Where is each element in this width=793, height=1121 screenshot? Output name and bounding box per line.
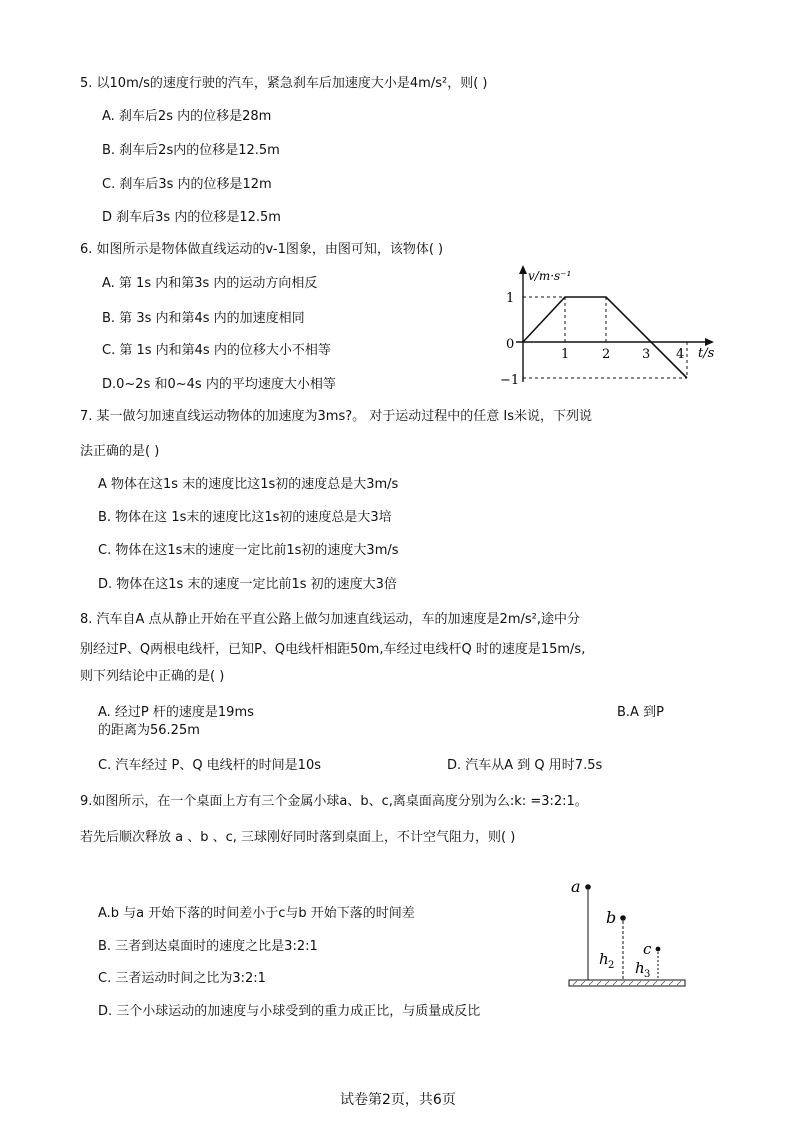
q7-stem-line2: 法正确的是( ) bbox=[80, 444, 160, 459]
q8-stem-line1: 8. 汽车自A 点从静止开始在平直公路上做匀加速直线运动，车的加速度是2m/s²,途中分 bbox=[80, 612, 580, 627]
q7-stem-line1: 7. 某一做匀加速直线运动物体的加速度为3ms?。 对于运动过程中的任意 Is米说，下列说 bbox=[80, 409, 593, 424]
q9-stem-line2: 若先后顺次释放 a 、b 、c, 三球刚好同时落到桌面上，不计空气阻力，则( ) bbox=[80, 830, 516, 845]
q8-option-a: A. 经过P 杆的速度是19ms bbox=[98, 705, 254, 720]
q6-graph-xtick-2: 2 bbox=[602, 347, 611, 362]
q6-graph-ytick-0: 0 bbox=[506, 337, 515, 352]
q9-option-c: C. 三者运动时间之比为3:2:1 bbox=[98, 971, 266, 986]
q7-option-d: D. 物体在这1s 末的速度一定比前1s 初的速度大3倍 bbox=[98, 577, 397, 592]
q8-option-d: D. 汽车从A 到 Q 用时7.5s bbox=[447, 758, 603, 773]
q9-option-b: B. 三者到达桌面时的速度之比是3:2:1 bbox=[98, 939, 318, 954]
q5-option-c: C. 刹车后3s 内的位移是12m bbox=[102, 177, 272, 192]
q9-option-d: D. 三个小球运动的加速度与小球受到的重力成正比，与质量成反比 bbox=[98, 1004, 481, 1019]
q5-stem: 5. 以10m/s的速度行驶的汽车，紧急刹车后加速度大小是4m/s²，则( ) bbox=[80, 76, 488, 91]
q5-option-d: D 刹车后3s 内的位移是12.5m bbox=[102, 210, 281, 225]
q6-vt-graph bbox=[490, 262, 735, 390]
q9-label-h2-sub: 2 bbox=[608, 960, 615, 971]
q6-option-c: C. 第 1s 内和第4s 内的位移大小不相等 bbox=[102, 343, 331, 358]
q6-graph-ytick-1: 1 bbox=[506, 291, 515, 306]
q9-label-a: a bbox=[571, 877, 581, 896]
q8-option-c: C. 汽车经过 P、Q 电线杆的时间是10s bbox=[98, 758, 321, 773]
q9-label-h3-sub: 3 bbox=[644, 969, 651, 980]
q8-option-b-part1: B.A 到P bbox=[617, 705, 664, 720]
q9-label-c: c bbox=[643, 940, 652, 958]
q8-stem-line3: 则下列结论中正确的是( ) bbox=[80, 669, 225, 684]
q9-option-a: A.b 与a 开始下落的时间差小于c与b 开始下落的时间差 bbox=[98, 906, 415, 921]
q6-graph-xtick-4: 4 bbox=[676, 347, 685, 362]
q9-label-h2: h bbox=[599, 950, 609, 968]
q9-stem-line1: 9.如图所示，在一个桌面上方有三个金属小球a、b、c,离桌面高度分别为么:k: =3:2:1。 bbox=[80, 794, 588, 809]
q6-option-a: A. 第 1s 内和第3s 内的运动方向相反 bbox=[102, 276, 318, 291]
q6-graph-xtick-3: 3 bbox=[642, 347, 651, 362]
q6-graph-ytick-neg1: −1 bbox=[500, 373, 520, 388]
q6-graph-xlabel: t/s bbox=[698, 346, 715, 361]
q8-option-b-part2: 的距离为56.25m bbox=[98, 723, 200, 738]
q9-label-b: b bbox=[606, 908, 617, 927]
q6-graph-ylabel: v/m·s⁻¹ bbox=[528, 269, 572, 283]
q7-option-b: B. 物体在这 1s末的速度比这1s初的速度总是大3培 bbox=[98, 510, 392, 525]
q5-option-a: A. 刹车后2s 内的位移是28m bbox=[102, 109, 272, 124]
page-footer: 试卷第2页，共6页 bbox=[340, 1092, 456, 1108]
q9-balls-figure bbox=[565, 872, 690, 992]
q6-graph-xtick-1: 1 bbox=[561, 347, 570, 362]
q8-stem-line2: 别经过P、Q两根电线杆，已知P、Q电线杆相距50m,车经过电线杆Q 时的速度是15m/s, bbox=[80, 642, 586, 657]
q9-label-h3: h bbox=[635, 959, 645, 977]
q7-option-a: A 物体在这1s 末的速度比这1s初的速度总是大3m/s bbox=[98, 477, 399, 492]
q6-option-b: B. 第 3s 内和第4s 内的加速度相同 bbox=[102, 311, 305, 326]
q7-option-c: C. 物体在这1s末的速度一定比前1s初的速度大3m/s bbox=[98, 543, 399, 558]
q5-option-b: B. 刹车后2s内的位移是12.5m bbox=[102, 143, 280, 158]
q6-option-d: D.0~2s 和0~4s 内的平均速度大小相等 bbox=[102, 377, 336, 392]
q6-stem: 6. 如图所示是物体做直线运动的v-1图象，由图可知，该物体( ) bbox=[80, 242, 444, 257]
